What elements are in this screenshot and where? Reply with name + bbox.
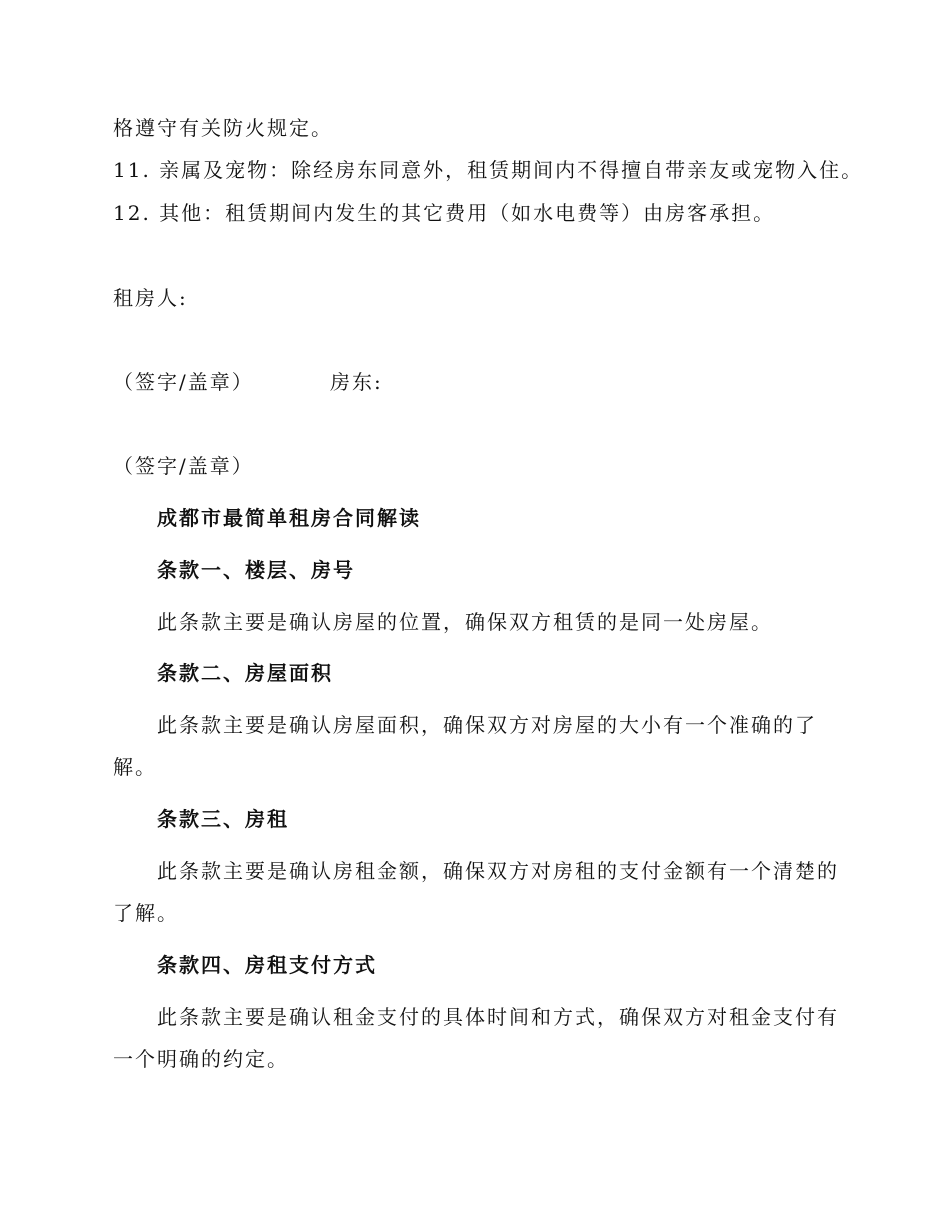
section-body-line: 此条款主要是确认房租金额，确保双方对房租的支付金额有一个清楚的: [157, 859, 839, 883]
clause-12: 12. 其他：租赁期间内发生的其它费用（如水电费等）由房客承担。: [113, 201, 776, 225]
section-body-line: 了解。: [113, 901, 179, 925]
tenant-label: 租房人:: [113, 286, 188, 310]
landlord-sign-seal: （签字/盖章）: [113, 454, 254, 478]
section-heading: 条款一、楼层、房号: [157, 558, 355, 582]
interpretation-title: 成都市最简单租房合同解读: [157, 506, 421, 530]
landlord-label: 房东:: [330, 370, 383, 394]
clause-10-continuation: 格遵守有关防火规定。: [113, 116, 333, 140]
section-heading: 条款三、房租: [157, 807, 289, 831]
section-body-line: 一个明确的约定。: [113, 1047, 289, 1071]
tenant-sign-seal: （签字/盖章）: [113, 370, 254, 394]
section-heading: 条款二、房屋面积: [157, 661, 333, 685]
clause-11: 11. 亲属及宠物：除经房东同意外，租赁期间内不得擅自带亲友或宠物入住。: [113, 158, 864, 182]
section-heading: 条款四、房租支付方式: [157, 953, 377, 977]
section-body-line: 此条款主要是确认租金支付的具体时间和方式，确保双方对租金支付有: [157, 1005, 839, 1029]
section-body-line: 解。: [113, 755, 157, 779]
section-body-line: 此条款主要是确认房屋面积，确保双方对房屋的大小有一个准确的了: [157, 713, 817, 737]
section-body-line: 此条款主要是确认房屋的位置，确保双方租赁的是同一处房屋。: [157, 610, 773, 634]
